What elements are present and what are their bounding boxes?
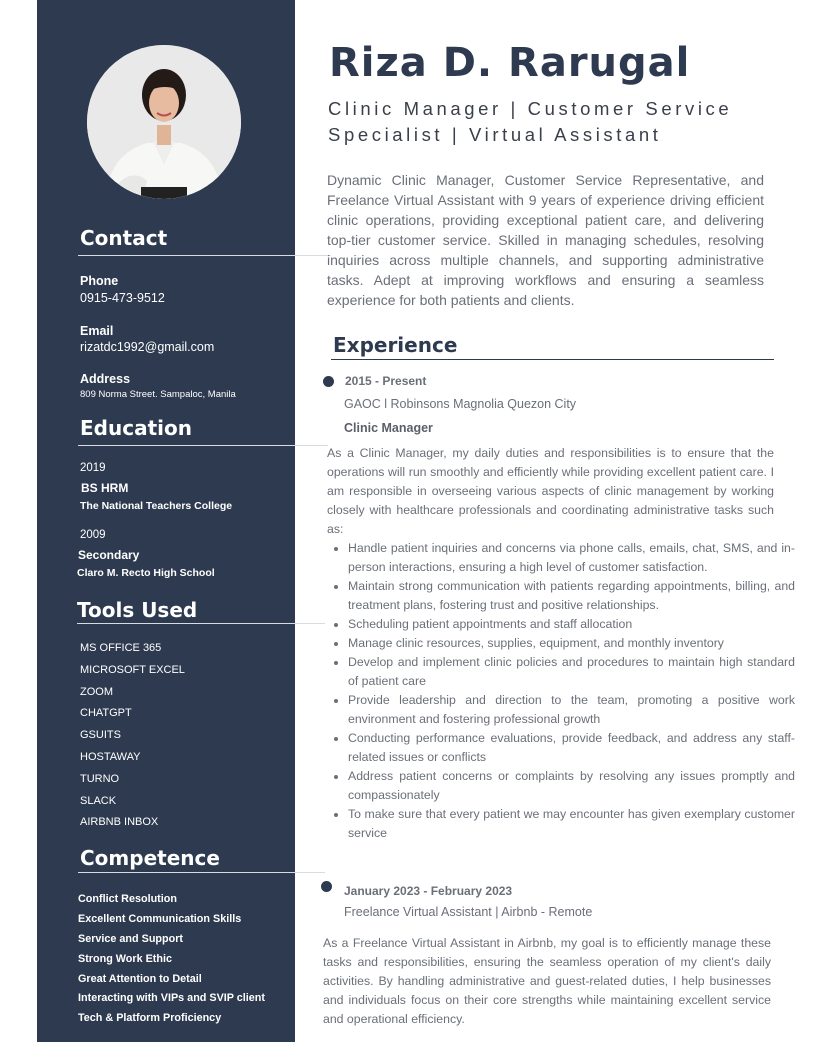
tool-item: MS OFFICE 365 (80, 642, 162, 654)
competence-item: Tech & Platform Proficiency (78, 1012, 222, 1025)
competence-list (78, 892, 265, 1031)
competence-item: Strong Work Ethic (78, 952, 172, 965)
timeline-dot-icon (323, 376, 334, 387)
contact-divider (78, 255, 331, 256)
profile-summary: Dynamic Clinic Manager, Customer Service Representative, and Freelance Virtual Assistant with 9 years of experience driving efficient clinic operations, providing exceptional patient care, and delivering top-tier customer service. Skilled in managing schedules, resolving inquiries across multiple channels, and supporting administrative tasks. Adept at improving workflows and ensuring a seamless experience for both patients and clients. (327, 172, 764, 308)
duty-item: • To make sure that every patient we may encounter has given exemplary customer service (348, 805, 795, 843)
job-role: Clinic Manager (344, 421, 433, 435)
sidebar (37, 0, 295, 1042)
profile-photo (87, 45, 241, 199)
competence-item: Excellent Communication Skills (78, 912, 242, 925)
tool-item: AIRBNB INBOX (80, 816, 159, 829)
tools-divider (77, 623, 325, 624)
tool-item: GSUITS (80, 729, 121, 742)
phone-label: Phone (80, 274, 119, 288)
competence-item: Great Attention to Detail (78, 972, 202, 985)
job-description: As a Freelance Virtual Assistant in Airbnb, my goal is to efficiently manage these tasks and responsibilities, ensuring the seamless operation of my client's daily activities. By handling administrative and guest-related duties, I help businesses and individuals focus on their core strengths while maintaining excellent service and operational efficiency. (323, 936, 771, 1026)
education-year: 2009 (80, 529, 106, 541)
tool-item: ZOOM (80, 685, 113, 698)
email-value[interactable]: rizatdc1992@gmail.com (80, 340, 215, 354)
education-degree: BS HRM (81, 481, 129, 495)
candidate-name: Riza D. Rarugal (329, 40, 691, 86)
job-duties-list (327, 539, 795, 843)
job-date: January 2023 - February 2023 (344, 884, 513, 898)
education-degree: Secondary (78, 548, 140, 562)
job-company: GAOC l Robinsons Magnolia Quezon City (344, 397, 577, 411)
experience-heading: Experience (333, 333, 458, 357)
tool-item: CHATGPT (80, 707, 132, 720)
competence-divider (78, 872, 325, 873)
duty-item: • Maintain strong communication with patients regarding appointments, billing, and treatment plans, fostering trust and positive relationships. (348, 577, 795, 615)
education-divider (78, 445, 328, 446)
tool-item: HOSTAWAY (80, 750, 141, 763)
job-date: 2015 - Present (345, 374, 427, 388)
timeline-dot-icon (321, 881, 332, 892)
education-year: 2019 (80, 462, 106, 474)
tool-item: TURNO (80, 772, 120, 785)
duty-item: • Handle patient inquiries and concerns via phone calls, emails, chat, SMS, and in-person interactions, ensuring a high level of customer satisfaction. (348, 539, 795, 577)
address-label: Address (80, 372, 131, 386)
duty-item: • Scheduling patient appointments and staff allocation (348, 615, 795, 634)
duty-item: • Manage clinic resources, supplies, equipment, and monthly inventory (348, 634, 795, 653)
competence-item: Interacting with VIPs and SVIP client (78, 992, 265, 1005)
competence-heading: Competence (80, 846, 220, 870)
job-description: As a Clinic Manager, my daily duties and responsibilities is to ensure that the operations will run smoothly and efficiently while providing excellent patient care. I am responsible in overseeing various aspects of clinic management by working closely with healthcare professionals and coordinating administrative tasks such as: (327, 446, 774, 536)
tools-heading: Tools Used (77, 598, 198, 622)
education-heading: Education (80, 416, 192, 440)
tools-list (80, 641, 185, 837)
contact-heading: Contact (80, 226, 168, 250)
duty-item: • Address patient concerns or complaints by resolving any issues promptly and compassionately (348, 767, 795, 805)
tool-item: SLACK (80, 794, 117, 807)
phone-value: 0915-473-9512 (80, 291, 165, 305)
education-school: Claro M. Recto High School (77, 567, 215, 579)
duty-item: • Provide leadership and direction to the team, promoting a positive work environment and fostering professional growth (348, 691, 795, 729)
duty-item: • Develop and implement clinic policies and procedures to maintain high standard of patient care (348, 653, 795, 691)
email-label: Email (80, 324, 114, 338)
education-school: The National Teachers College (80, 500, 233, 512)
job-company: Freelance Virtual Assistant | Airbnb - Remote (344, 905, 593, 919)
address-value: 809 Norma Street. Sampaloc, Manila (80, 389, 236, 400)
competence-item: Service and Support (78, 932, 183, 945)
profile-photo-illustration (87, 45, 241, 199)
experience-divider (331, 359, 774, 360)
competence-item: Conflict Resolution (78, 893, 177, 905)
duty-item: • Conducting performance evaluations, provide feedback, and address any staff-related issues or conflicts (348, 729, 795, 767)
job-titles: Clinic Manager | Customer Service Specialist | Virtual Assistant (328, 98, 733, 145)
tool-item: MICROSOFT EXCEL (80, 663, 185, 676)
